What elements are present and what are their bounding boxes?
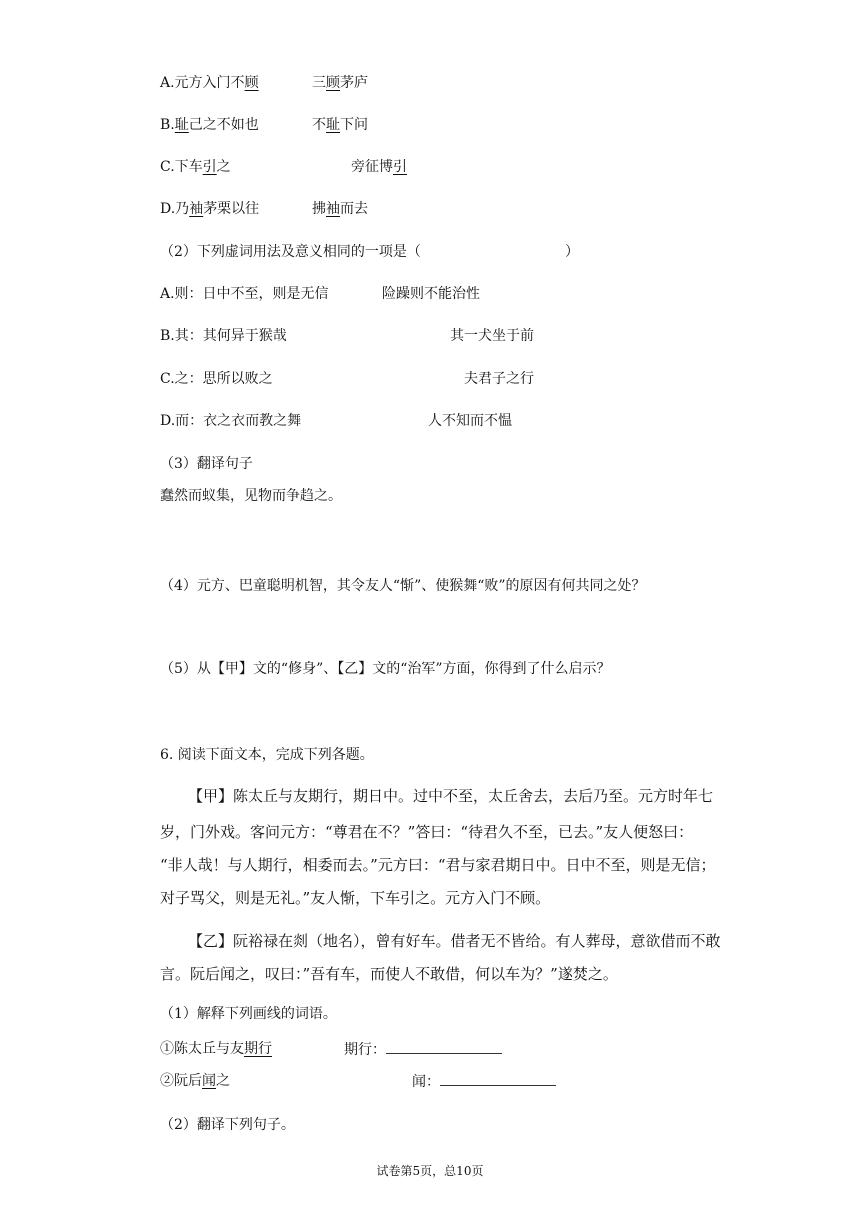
q6-title: 6. 阅读下面文本，完成下列各题。: [160, 747, 374, 763]
q2-option-b-left: B.其：其何异于猴哉: [160, 328, 287, 344]
q2-option-c-left: C.之：思所以败之: [160, 371, 273, 387]
q2-option-b-right: 其一犬坐于前: [450, 328, 534, 344]
passage-b-line-2: 言。阮后闻之，叹曰：”吾有车，而使人不敢借，何以车为？”遂焚之。: [160, 965, 618, 983]
option-b-left: B.耻己之不如也: [160, 117, 259, 133]
q5-text: （5）从【甲】文的“修身”、【乙】文的“治军”方面，你得到了什么启示？: [160, 661, 611, 677]
page-footer: 试卷第5页，总10页: [376, 1164, 484, 1178]
option-d-left: D.乃袖茅栗以往: [160, 201, 260, 217]
q6-2-title: （2）翻译下列句子。: [160, 1117, 295, 1133]
passage-a-line-1: 【甲】陈太丘与友期行，期日中。过中不至，太丘舍去，去后乃至。元方时年七: [188, 787, 714, 805]
q3-sentence: 蠢然而蚁集，见物而争趋之。: [160, 488, 342, 504]
passage-a-line-3: “非人哉！与人期行，相委而去。”元方曰：“君与家君期日中。日中不至，则是无信；: [160, 856, 716, 874]
q4-text: （4）元方、巴童聪明机智，其令友人“惭”、使猴舞“败”的原因有何共同之处？: [160, 578, 646, 594]
q2-option-a-right: 险躁则不能治性: [382, 286, 480, 302]
q2-option-d-left: D.而：衣之衣而教之舞: [160, 413, 302, 429]
q6-1-item-1: ①陈太丘与友期行: [160, 1041, 272, 1057]
q6-1-title: （1）解释下列画线的词语。: [160, 1006, 337, 1022]
option-b-right: 不耻下问: [312, 117, 368, 133]
option-c-right: 旁征博引: [351, 159, 407, 175]
q6-1-item-2-answer: 闻：: [412, 1071, 556, 1092]
q2-title: （2）下列虚词用法及意义相同的一项是（: [160, 244, 421, 260]
answer-blank-1[interactable]: [386, 1039, 502, 1054]
q2-option-d-right: 人不知而不愠: [428, 413, 512, 429]
passage-b-line-1: 【乙】阮裕禄在剡（地名），曾有好车。借者无不皆给。有人葬母，意欲借而不敢: [188, 932, 721, 950]
passage-a-line-4: 对子骂父，则是无礼。”友人惭，下车引之。元方入门不顾。: [160, 889, 551, 907]
q2-close-paren: ）: [565, 244, 579, 260]
q6-1-item-1-answer: 期行：: [344, 1039, 502, 1060]
passage-a-line-2: 岁，门外戏。客问元方：“尊君在不？”答曰：“待君久不至，已去。”友人便怒曰：: [160, 823, 694, 841]
answer-blank-2[interactable]: [440, 1071, 556, 1086]
q3-title: （3）翻译句子: [160, 456, 253, 472]
q2-option-a-left: A.则：日中不至，则是无信: [160, 286, 329, 302]
option-a-left: A.元方入门不顾: [160, 75, 259, 91]
option-c-left: C.下车引之: [160, 159, 231, 175]
option-d-right: 拂袖而去: [312, 201, 368, 217]
q2-option-c-right: 夫君子之行: [464, 371, 534, 387]
option-a-right: 三顾茅庐: [312, 75, 368, 91]
q6-1-item-2: ②阮后闻之: [160, 1073, 230, 1089]
